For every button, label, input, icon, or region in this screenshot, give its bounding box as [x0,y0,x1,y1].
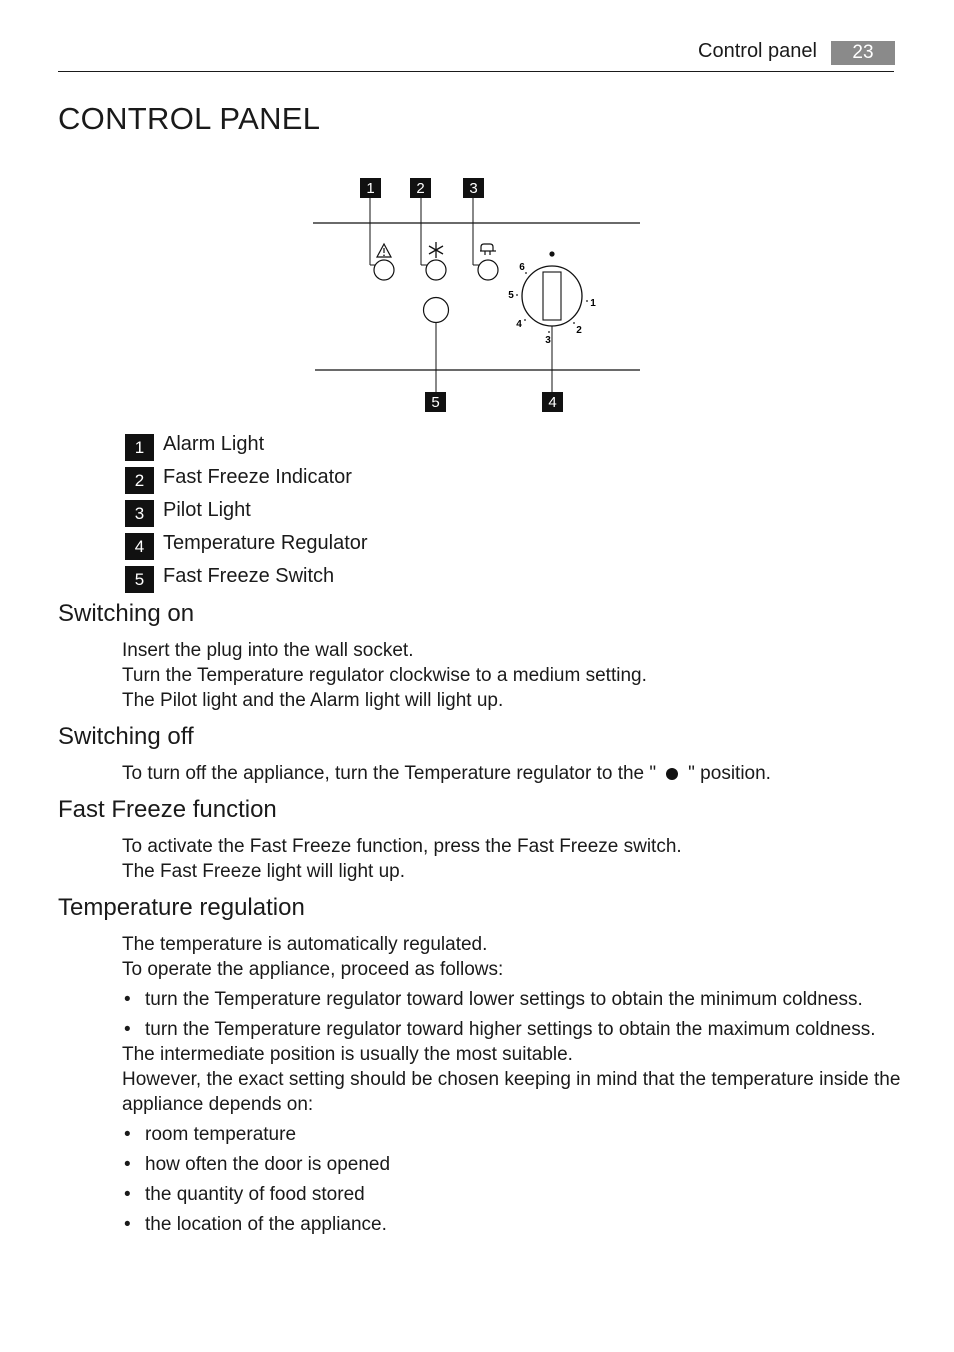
temperature-dial [508,251,596,392]
svg-text:5: 5 [431,394,440,411]
dial-number: 4 [516,319,522,330]
dial-number: 1 [590,298,596,309]
switching-off-text [122,761,771,786]
off-position-dot-icon [666,768,678,780]
paragraph-line: The intermediate position is usually the most suitable. [122,1044,573,1065]
control-panel-diagram [300,170,660,425]
paragraph-line: The Pilot light and the Alarm light will light up. [122,690,504,711]
list-item: • the quantity of food stored [122,1182,902,1207]
fast-freeze-switch [424,298,449,323]
paragraph-line: The Fast Freeze light will light up. [122,861,406,882]
paragraph-line: Turn the Temperature regulator clockwise to a medium setting. [122,665,647,686]
svg-text:2: 2 [416,180,425,197]
callout-3 [463,178,485,265]
temperature-regulation-text [122,932,902,1237]
off-dot [549,251,554,256]
page-number: 23 [831,41,895,65]
page-title: CONTROL PANEL [58,101,321,136]
list-item: • the location of the appliance. [122,1212,902,1237]
legend-item [125,494,368,527]
switching-on-text [122,638,647,713]
snowflake-icon [429,242,443,258]
switching-off-heading: Switching off [58,723,194,750]
list-item: • turn the Temperature regulator toward lower settings to obtain the minimum coldness. [122,987,902,1012]
legend-number: 3 [125,500,154,527]
diagram-legend [125,428,368,593]
fast-freeze-heading: Fast Freeze function [58,796,277,823]
legend-item [125,428,368,461]
fast-freeze-text [122,834,682,884]
fast-freeze-indicator [426,260,446,280]
callout-5 [425,392,446,412]
legend-label: Pilot Light [163,499,251,521]
warning-icon [377,244,391,257]
legend-label: Fast Freeze Indicator [163,466,352,488]
dial-number: 2 [576,325,582,336]
legend-number: 2 [125,467,154,494]
svg-text:1: 1 [366,180,375,197]
running-header: Control panel [698,40,817,62]
callout-1 [360,178,382,265]
dependency-bullets [122,1122,902,1237]
paragraph-line: However, the exact setting should be chosen keeping in mind that the temperature inside the appliance depends on: [122,1069,901,1115]
legend-label: Alarm Light [163,433,265,455]
paragraph-line: To activate the Fast Freeze function, press the Fast Freeze switch. [122,836,682,857]
legend-item [125,461,368,494]
legend-item [125,560,368,593]
legend-label: Temperature Regulator [163,532,368,554]
plug-icon [480,244,496,255]
dial-number: 3 [545,335,551,346]
paragraph-line: The temperature is automatically regulated. [122,934,488,955]
temperature-regulation-heading: Temperature regulation [58,894,305,921]
switching-on-heading: Switching on [58,600,195,627]
alarm-light [374,260,394,280]
legend-number: 1 [125,434,154,461]
legend-number: 5 [125,566,154,593]
callout-2 [410,178,433,265]
callout-4 [542,392,563,412]
legend-item [125,527,368,560]
svg-text:4: 4 [548,394,557,411]
list-item: • room temperature [122,1122,902,1147]
svg-text:3: 3 [469,180,478,197]
paragraph-line: To turn off the appliance, turn the Temperature regulator to the " " position. [122,763,771,784]
list-item: • turn the Temperature regulator toward higher settings to obtain the maximum coldness. [122,1017,902,1042]
legend-label: Fast Freeze Switch [163,565,335,587]
pilot-light [478,260,498,280]
dial-number: 5 [508,290,514,301]
paragraph-line: Insert the plug into the wall socket. [122,640,414,661]
header-divider [58,71,894,72]
list-item: • how often the door is opened [122,1152,902,1177]
dial-number: 6 [519,262,525,273]
paragraph-line: To operate the appliance, proceed as follows: [122,959,504,980]
legend-number: 4 [125,533,154,560]
regulation-bullets [122,987,902,1042]
control-panel-drawing [300,170,660,420]
